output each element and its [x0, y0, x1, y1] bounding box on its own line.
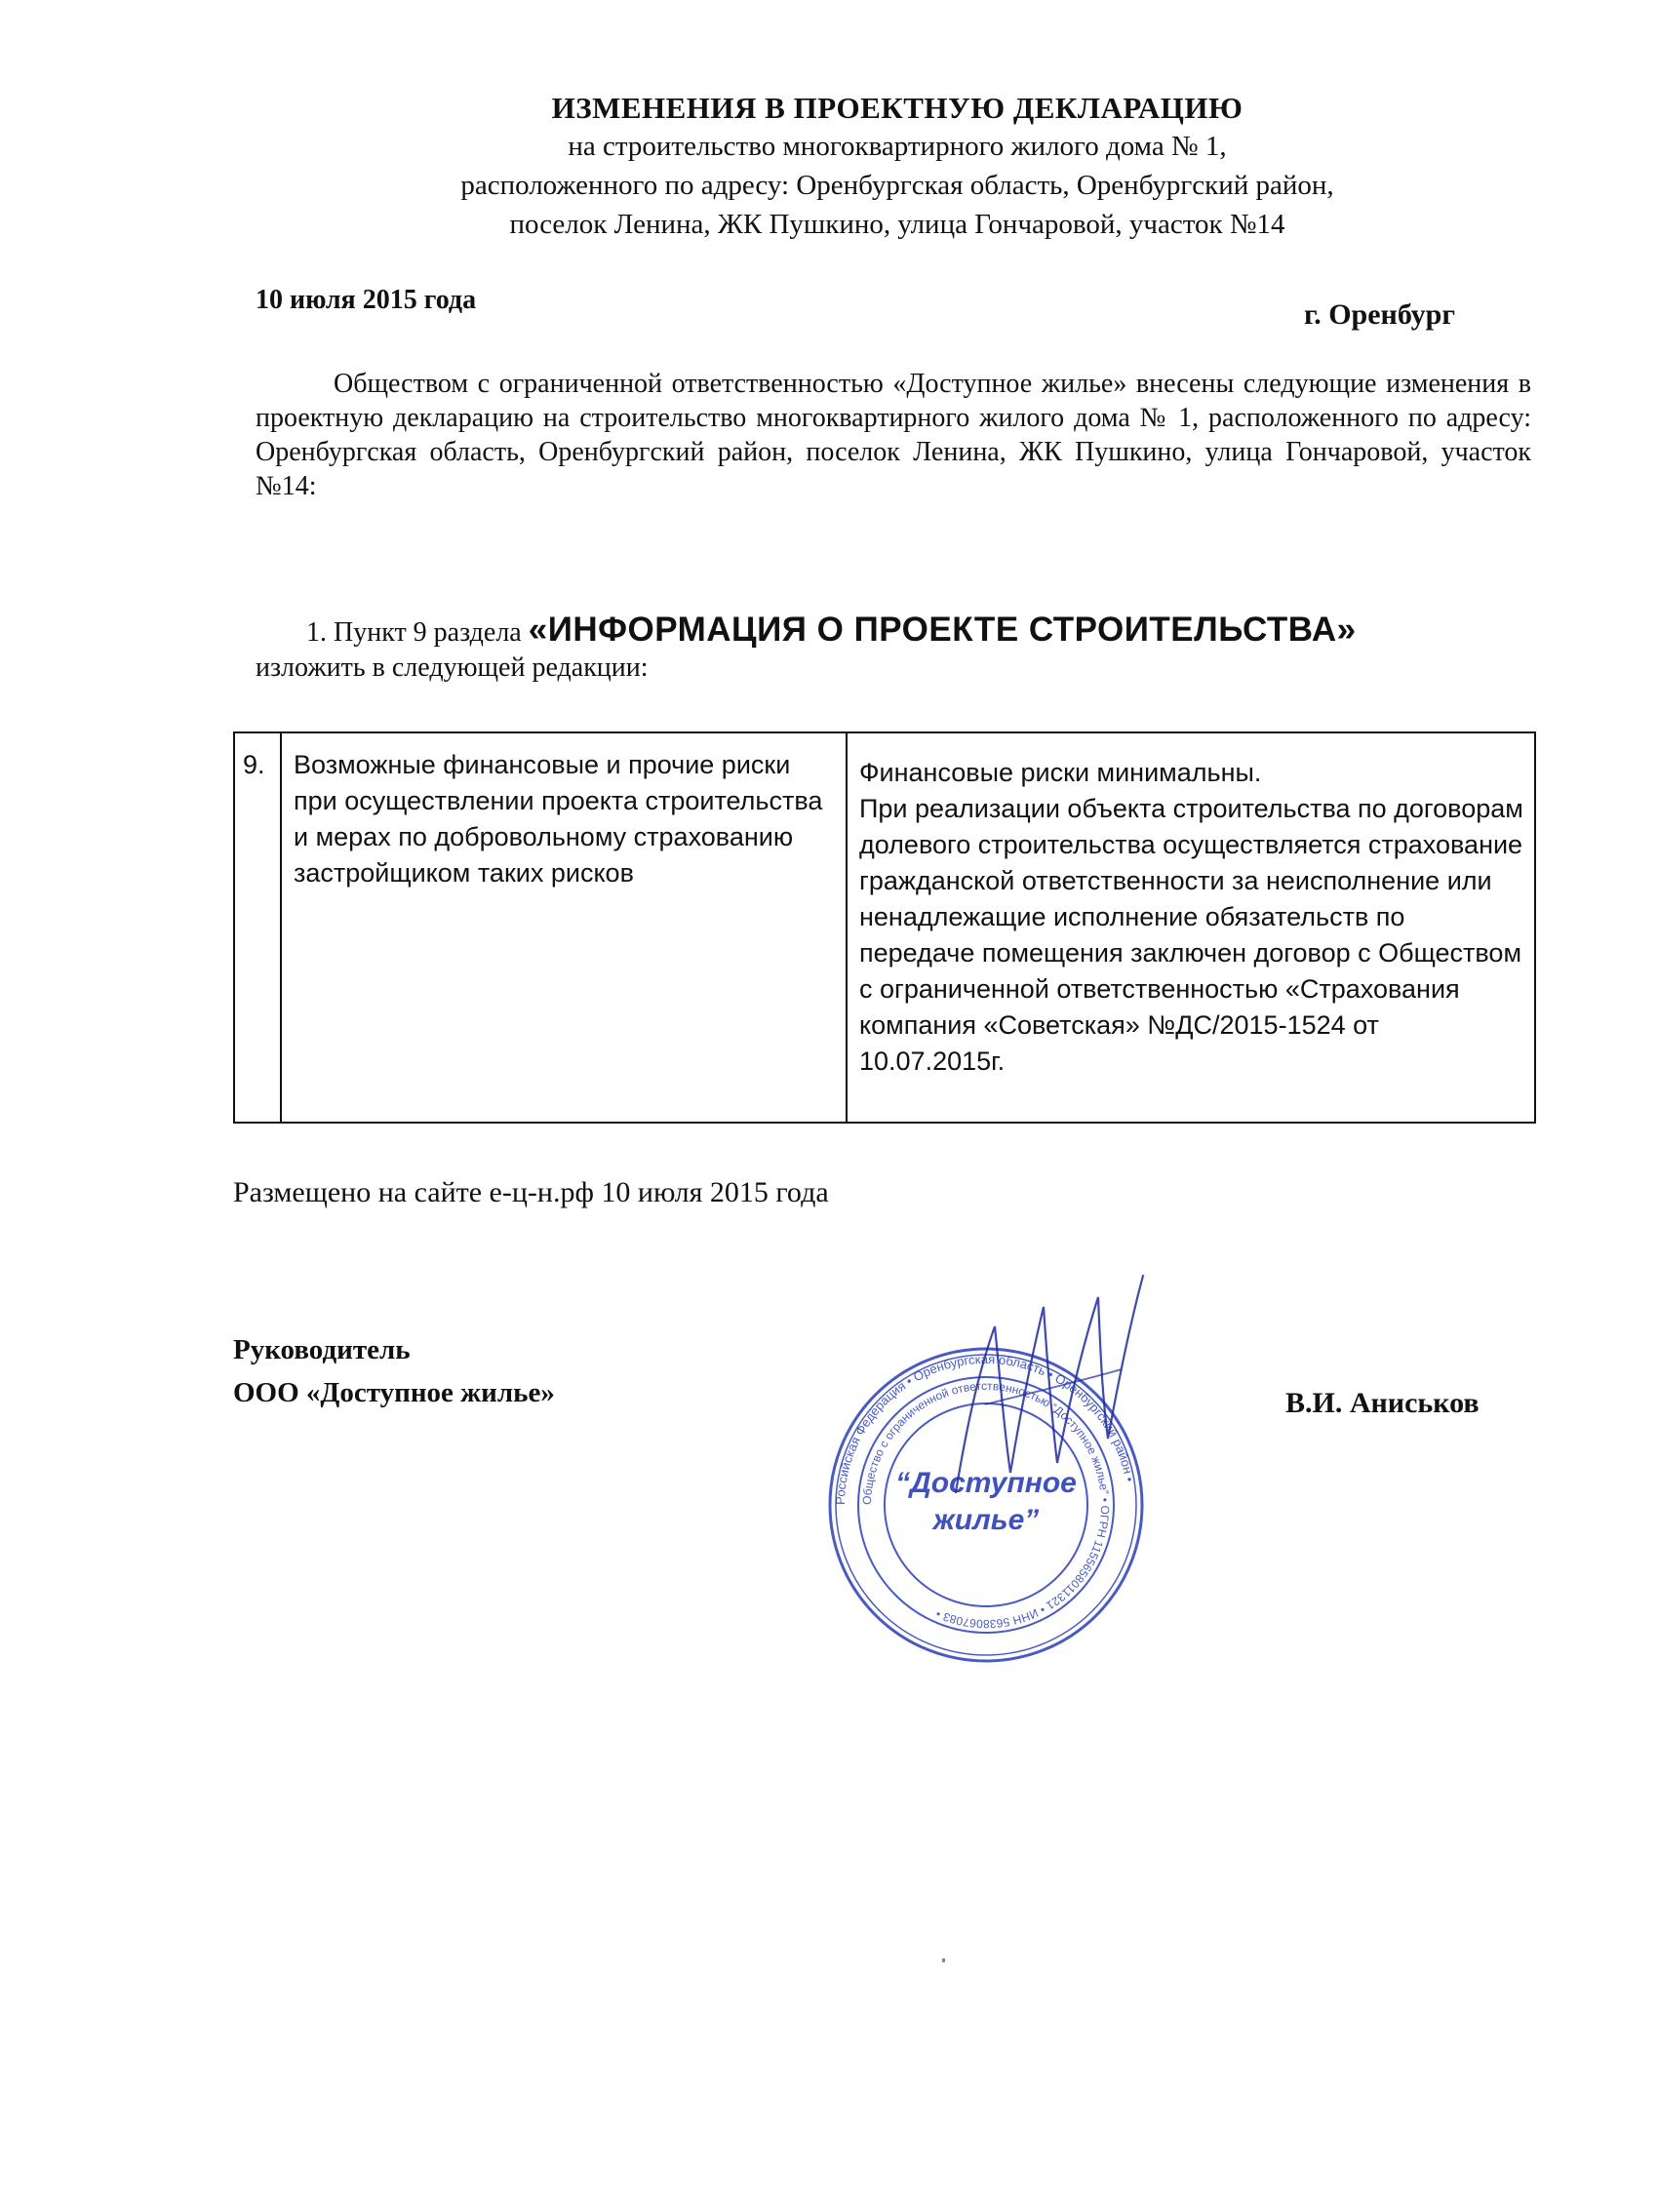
risk-table: [233, 731, 1536, 1124]
item-prefix: Пункт 9 раздела: [334, 617, 522, 648]
document-title: ИЗМЕНЕНИЯ В ПРОЕКТНУЮ ДЕКЛАРАЦИЮ: [551, 91, 1244, 125]
document-city: г. Оренбург: [1303, 298, 1455, 331]
header-line-3: поселок Ленина, ЖК Пушкино, улица Гончаровой, участок №14: [509, 209, 1285, 240]
answer-cell: [847, 732, 1535, 1123]
section-name: «ИНФОРМАЦИЯ О ПРОЕКТЕ СТРОИТЕЛЬСТВА»: [528, 611, 1357, 649]
signatory-role: Руководитель: [233, 1334, 411, 1365]
stamp-ring-inner-text: Общество с ограниченной ответственностью “Доступное жилье” • ОГРН 1155658011321 • ИНН 5638067083 •: [859, 1378, 1113, 1632]
amendment-item: [256, 612, 1533, 686]
document-header: [322, 90, 1473, 244]
answer-line-2: При реализации объекта строительства по договорам долевого строительства осуществляется страхование гражданской ответственности за неисполнение или ненадлежащие исполнение обязательств по передаче помещения заключен договор с Обществом с ограниченной ответственностью «Страхования компания «Советская» №ДС/2015-1524 от 10.07.2015г.: [859, 794, 1523, 1076]
handwritten-signature: [927, 1268, 1151, 1512]
document-date: 10 июля 2015 года: [256, 285, 477, 315]
row-number-cell: 9.: [234, 732, 281, 1123]
table-row: [234, 732, 1535, 1123]
item-suffix: изложить в следующей редакции:: [256, 652, 649, 683]
stamp-center-line-2: жилье”: [932, 1504, 1040, 1536]
item-number: 1.: [306, 617, 327, 648]
answer-line-1: Финансовые риски минимальны.: [859, 758, 1262, 787]
question-cell: Возможные финансовые и прочие риски при осуществлении проекта строительства и мерах по добровольному страхованию застройщиком таких рисков: [281, 732, 847, 1123]
stamp-ring-outer-text: Российская Федерация • Оренбургская область • Оренбургский район •: [832, 1351, 1137, 1506]
scan-speck: [942, 1958, 945, 1962]
signatory-name: В.И. Аниськов: [1285, 1387, 1480, 1419]
posted-note: Размещено на сайте е-ц-н.рф 10 июля 2015 года: [233, 1176, 829, 1208]
stamp-center-line-1: “Доступное: [895, 1467, 1077, 1499]
header-line-1: на строительство многоквартирного жилого дома № 1,: [568, 131, 1227, 162]
signatory-org: ООО «Доступное жилье»: [233, 1377, 555, 1408]
signatory-block: [233, 1328, 555, 1414]
header-line-2: расположенного по адресу: Оренбургская область, Оренбургский район,: [460, 170, 1334, 201]
intro-paragraph: Обществом с ограниченной ответственностью «Доступное жилье» внесены следующие изменения в проектную декларацию на строительство многоквартирного жилого дома № 1, расположенного по адресу: Оренбургская область, Оренбургский район, поселок Ленина, ЖК Пушкино, улица Гончаровой, участок №14:: [256, 369, 1531, 501]
